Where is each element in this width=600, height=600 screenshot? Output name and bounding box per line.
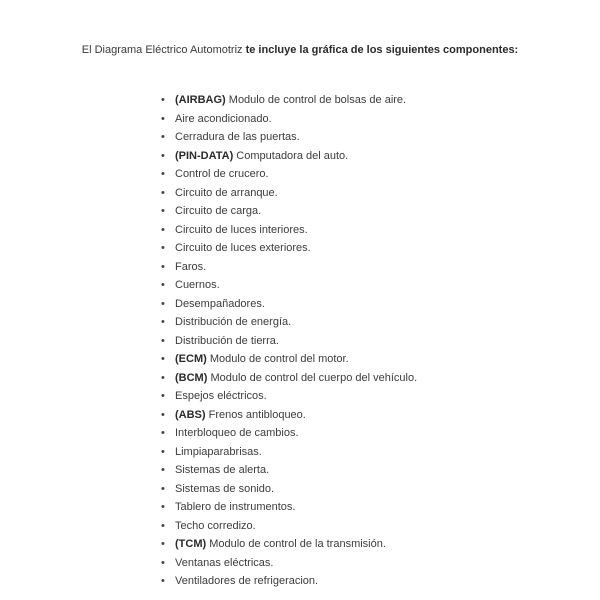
- list-item-text: Techo corredizo.: [175, 519, 256, 532]
- list-item: [161, 184, 417, 203]
- list-item: [161, 443, 417, 462]
- bullet-icon: •: [161, 445, 165, 458]
- list-item-text: Sistemas de sonido.: [175, 482, 275, 495]
- bullet-icon: •: [161, 260, 165, 273]
- list-item-text: Modulo de control de la transmisión.: [206, 538, 386, 550]
- bullet-icon: •: [161, 575, 165, 587]
- bullet-icon: •: [161, 390, 165, 402]
- bullet-icon: •: [161, 131, 165, 143]
- list-item-text: Sistemas de alerta.: [175, 464, 270, 476]
- list-item-tag: (ECM): [175, 353, 207, 365]
- list-item: [161, 110, 417, 129]
- bullet-icon: •: [161, 168, 165, 180]
- list-item: [161, 517, 417, 536]
- intro-paragraph: [60, 42, 540, 58]
- list-item: [161, 276, 417, 295]
- list-item-text: Circuito de luces exteriores.: [175, 242, 311, 254]
- bullet-icon: •: [161, 464, 165, 476]
- list-item-text: Circuito de arranque.: [175, 186, 278, 199]
- bullet-icon: •: [161, 427, 165, 439]
- list-item: [161, 387, 417, 406]
- bullet-icon: •: [161, 556, 165, 569]
- list-item: [161, 554, 417, 573]
- bullet-icon: •: [161, 149, 165, 162]
- list-item-text: Ventanas eléctricas.: [175, 556, 274, 569]
- list-item-text: Ventiladores de refrigeracion.: [175, 575, 319, 587]
- bullet-icon: •: [161, 205, 165, 217]
- list-item: [161, 369, 417, 388]
- list-item-text: Control de crucero.: [175, 168, 269, 180]
- list-item: [161, 91, 417, 110]
- list-item-tag: (AIRBAG): [175, 94, 226, 106]
- list-item: [161, 221, 417, 240]
- bullet-icon: •: [161, 242, 165, 254]
- list-item-text: Distribución de energía.: [175, 316, 292, 328]
- list-item-text: Tablero de instrumentos.: [175, 501, 296, 513]
- list-item-tag: (ABS): [175, 408, 206, 421]
- bullet-icon: •: [161, 223, 165, 236]
- bullet-icon: •: [161, 353, 165, 365]
- list-item: [161, 480, 417, 499]
- list-item-text: Cuernos.: [175, 279, 220, 291]
- list-item-text: Circuito de luces interiores.: [175, 223, 308, 236]
- bullet-icon: •: [161, 94, 165, 106]
- bullet-icon: •: [161, 279, 165, 291]
- list-item: [161, 332, 417, 351]
- list-item-text: Faros.: [175, 260, 207, 273]
- list-item: [161, 165, 417, 184]
- list-item: [161, 147, 417, 166]
- bullet-icon: •: [161, 408, 165, 421]
- list-item-text: Frenos antibloqueo.: [205, 408, 306, 421]
- bullet-icon: •: [161, 501, 165, 513]
- list-item: [161, 535, 417, 554]
- list-item: [161, 313, 417, 332]
- list-item: [161, 239, 417, 258]
- bullet-icon: •: [161, 316, 165, 328]
- list-item: [161, 572, 417, 591]
- list-item: [161, 202, 417, 221]
- list-item-text: Circuito de carga.: [175, 205, 262, 217]
- intro-text-bold: te incluye la gráfica de los siguientes componentes:: [245, 44, 519, 56]
- list-item-tag: (BCM): [175, 371, 208, 384]
- list-item-text: Limpiaparabrisas.: [175, 445, 262, 458]
- list-item-text: Aire acondicionado.: [175, 112, 272, 125]
- list-item: [161, 128, 417, 147]
- list-item-tag: (TCM): [175, 538, 207, 550]
- list-item: [161, 498, 417, 517]
- list-item: [161, 258, 417, 277]
- list-item: [161, 406, 417, 425]
- list-item-text: Distribución de tierra.: [175, 334, 279, 347]
- intro-text: El Diagrama Eléctrico Automotriz: [81, 44, 246, 56]
- bullet-icon: •: [161, 371, 165, 384]
- list-item-text: Modulo de control del cuerpo del vehículo.: [207, 371, 418, 384]
- list-item-text: Espejos eléctricos.: [175, 390, 267, 402]
- list-item-text: Desempañadores.: [175, 297, 265, 310]
- list-item-text: Modulo de control de bolsas de aire.: [225, 94, 407, 106]
- list-item: [161, 295, 417, 314]
- bullet-icon: •: [161, 112, 165, 125]
- list-item-text: Computadora del auto.: [233, 149, 349, 162]
- list-item-tag: (PIN-DATA): [175, 149, 234, 162]
- list-item: [161, 350, 417, 369]
- component-list: [161, 91, 417, 591]
- list-item: [161, 424, 417, 443]
- bullet-icon: •: [161, 538, 165, 550]
- bullet-icon: •: [161, 186, 165, 199]
- bullet-icon: •: [161, 334, 165, 347]
- list-item-text: Cerradura de las puertas.: [175, 131, 300, 143]
- list-item: [161, 461, 417, 480]
- list-item-text: Interbloqueo de cambios.: [175, 427, 299, 439]
- bullet-icon: •: [161, 519, 165, 532]
- bullet-icon: •: [161, 297, 165, 310]
- bullet-icon: •: [161, 482, 165, 495]
- list-item-text: Modulo de control del motor.: [206, 353, 349, 365]
